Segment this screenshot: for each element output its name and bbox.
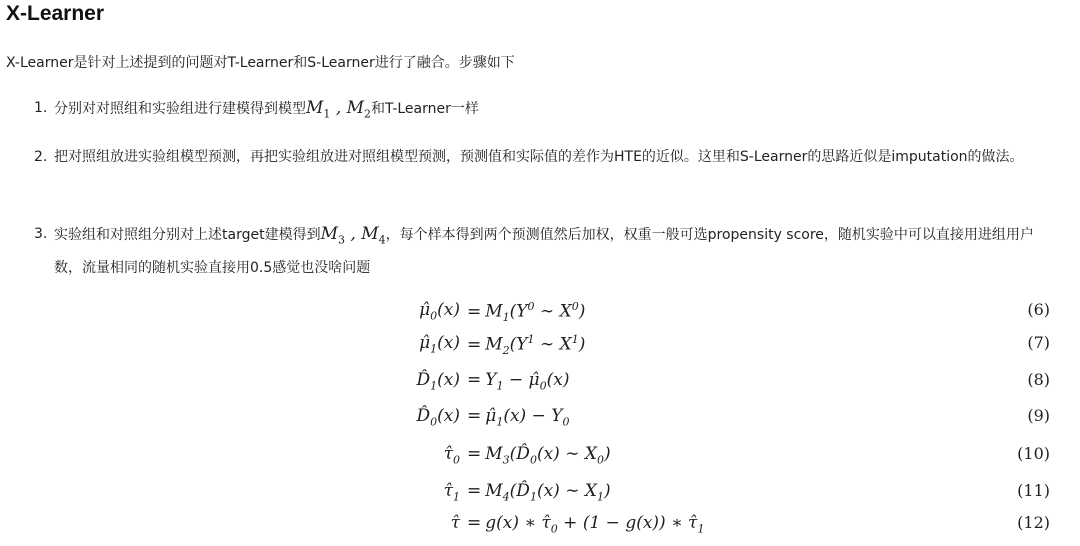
step-math: $M_1$ , $M_2$: [306, 98, 372, 121]
equation-rhs: = g(x) ∗ $\taû_0 + (1 - g(x))$ ∗ $\taû_1$: [467, 513, 705, 536]
step-text-a: 分别对对照组和实验组进行建模得到模型: [54, 101, 306, 117]
step-math: $M_3$ , $M_4$: [320, 224, 386, 247]
equation-lhs: $D̂_0(x)$: [416, 406, 460, 429]
equation-lhs: $\taû_0$: [443, 444, 460, 467]
equation-lhs: $D̂_1(x)$: [416, 370, 460, 393]
equation-12: [0, 513, 1080, 545]
equation-rhs: = $M_2(Y^1$ ∼ $X^1$): [467, 333, 586, 358]
equation-lhs: τ̂: [450, 513, 460, 533]
equation-rhs: = $M_1(Y^0$ ∼ $X^0$): [467, 300, 586, 325]
list-number: 3.: [34, 226, 48, 242]
equation-6: [0, 300, 1080, 332]
equation-8: [0, 370, 1080, 402]
list-number: 1.: [34, 100, 48, 116]
equation-number: (6): [1027, 300, 1050, 319]
step-text-b: 和T-Learner一样: [371, 101, 479, 117]
step-text-a: 实验组和对照组分别对上述target建模得到: [54, 227, 321, 243]
list-item-1: [34, 94, 1054, 128]
equation-11: [0, 481, 1080, 513]
equation-number: (7): [1027, 333, 1050, 352]
list-item-3: [34, 220, 1054, 282]
equation-number: (9): [1027, 406, 1050, 425]
equation-lhs: $\taû_1$: [443, 481, 460, 504]
equation-rhs: = $M_3(D̂_0(x)$ ∼ $X_0$): [467, 444, 611, 467]
step-text-b: ，每个样本得到两个预测值然后加权，权重一般可选propensity score，随机实验中可以直接用进组用户数，流量相同的随机实验直接用0.5感觉也没啥问题: [54, 227, 1034, 277]
equation-number: (11): [1017, 481, 1050, 500]
equation-rhs: = $\mû_1(x) - Y_0$: [467, 406, 570, 429]
equation-number: (10): [1017, 444, 1050, 463]
equation-number: (12): [1017, 513, 1050, 532]
list-number: 2.: [34, 149, 48, 165]
equation-rhs: = $M_4(D̂_1(x)$ ∼ $X_1$): [467, 481, 611, 504]
equation-rhs: = $Y_1$ − $\mû_0(x)$: [467, 370, 570, 393]
list-item-2: [34, 143, 1054, 171]
equation-number: (8): [1027, 370, 1050, 389]
equation-10: [0, 444, 1080, 476]
equation-9: [0, 406, 1080, 438]
intro-paragraph: X-Learner是针对上述提到的问题对T-Learner和S-Learner进行了融合。步骤如下: [6, 55, 515, 71]
equation-lhs: $\mû_1(x)$: [419, 333, 460, 356]
step-text: 把对照组放进实验组模型预测，再把实验组放进对照组模型预测，预测值和实际值的差作为HTE的近似。这里和S-Learner的思路近似是imputation的做法。: [54, 149, 1024, 165]
section-title: X-Learner: [6, 2, 105, 25]
equation-lhs: $\mû_0(x)$: [419, 300, 460, 323]
equation-7: [0, 333, 1080, 365]
